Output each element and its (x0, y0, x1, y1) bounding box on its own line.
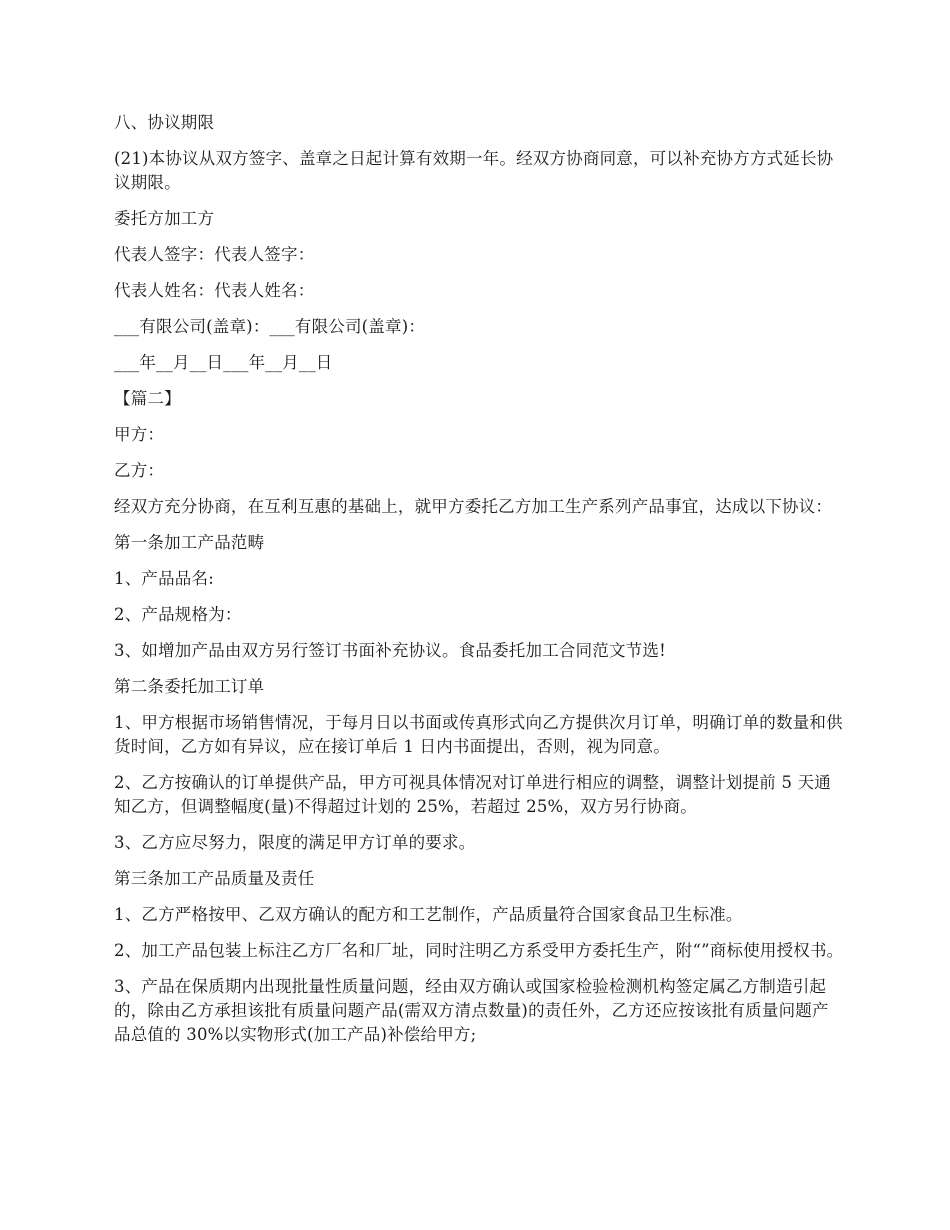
date-line: ___年__月__日___年__月__日 (114, 353, 333, 372)
article-three-heading: 第三条加工产品质量及责任 (114, 869, 315, 888)
article-one-item-3: 3、如增加产品由双方另行签订书面补充协议。食品委托加工合同范文节选! (114, 641, 666, 660)
part-two-heading: 【篇二】 (114, 389, 181, 408)
article-three-item-3: 3、产品在保质期内出现批量性质量问题，经由双方确认或国家检验检测机构签定属乙方制造引起的，除由乙方承担该批有质量问题产品(需双方清点数量)的责任外，乙方还应按该批有质量问题产品总值的 30%以实物形式(加工产品)补偿给甲方; (114, 977, 829, 1044)
article-one-heading: 第一条加工产品范畴 (114, 533, 265, 552)
section-heading-term: 八、协议期限 (114, 113, 215, 132)
company-seal-line: ___有限公司(盖章)：___有限公司(盖章)： (114, 317, 426, 336)
preamble-paragraph: 经双方充分协商，在互利互惠的基础上，就甲方委托乙方加工生产系列产品事宜，达成以下协议： (114, 497, 833, 516)
paragraph-term-clause: (21)本协议从双方签字、盖章之日起计算有效期一年。经双方协商同意，可以补充协方方式延长协议期限。 (114, 149, 834, 192)
article-three-item-1: 1、乙方严格按甲、乙双方确认的配方和工艺制作，产品质量符合国家食品卫生标准。 (114, 905, 743, 924)
article-two-heading: 第二条委托加工订单 (114, 677, 265, 696)
article-three-item-2: 2、加工产品包装上标注乙方厂名和厂址，同时注明乙方系受甲方委托生产，附“”商标使用授权书。 (114, 941, 844, 960)
article-two-item-1: 1、甲方根据市场销售情况，于每月日以书面或传真形式向乙方提供次月订单，明确订单的数量和供货时间，乙方如有异议，应在接订单后 1 日内书面提出，否则，视为同意。 (114, 713, 843, 756)
article-one-item-2: 2、产品规格为： (114, 605, 242, 624)
representative-name-line: 代表人姓名：代表人姓名： (114, 281, 315, 300)
article-one-item-1: 1、产品品名: (114, 569, 214, 588)
document-page (114, 111, 844, 1059)
representative-signature-line: 代表人签字：代表人签字： (114, 245, 315, 264)
party-a-line: 甲方： (114, 425, 165, 444)
article-two-item-2: 2、乙方按确认的订单提供产品，甲方可视具体情况对订单进行相应的调整，调整计划提前 5 天通知乙方，但调整幅度(量)不得超过计划的 25%，若超过 25%，双方另行协商。 (114, 773, 831, 816)
article-two-item-3: 3、乙方应尽努力，限度的满足甲方订单的要求。 (114, 833, 476, 852)
party-labels: 委托方加工方 (114, 209, 215, 228)
party-b-line: 乙方： (114, 461, 165, 480)
